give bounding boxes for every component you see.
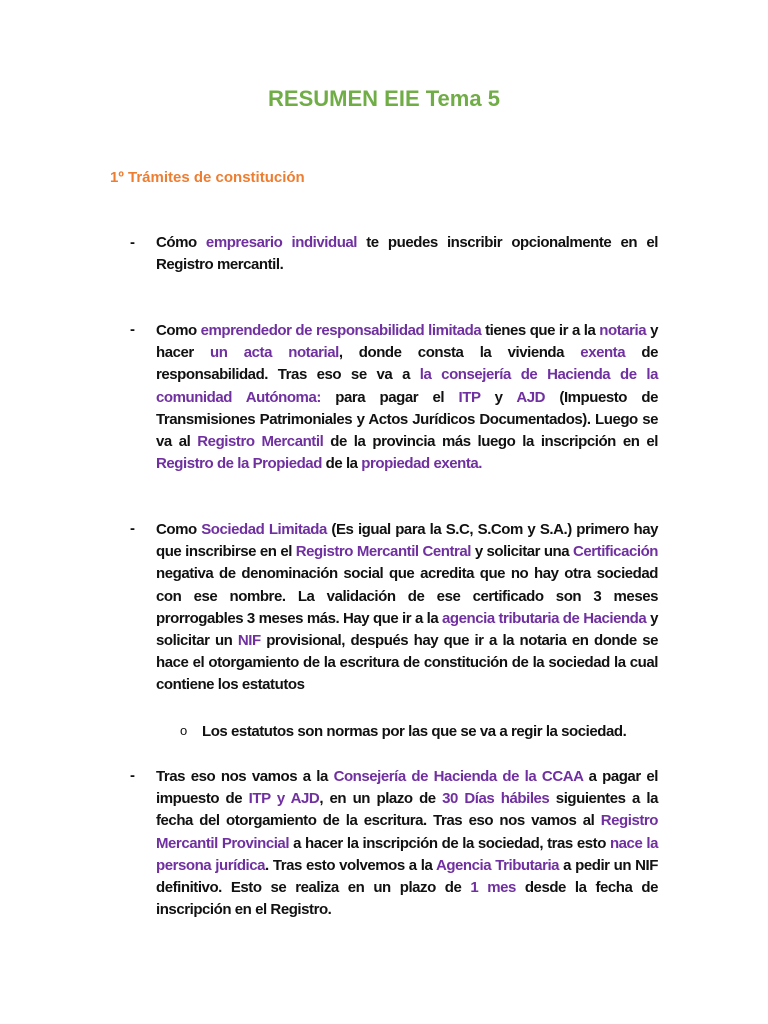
highlighted-term: Registro Mercantil: [197, 433, 324, 451]
text-segment: provisional, después hay que ir a la notaria en donde se hace el otorgamiento de la escritura de constitución de la sociedad la cual contiene los estatutos: [156, 632, 658, 694]
text-segment: (Es igual para la S.C, S.Com y S.A.) primero hay que inscribirse en el: [156, 521, 658, 561]
text-segment: y: [480, 388, 517, 406]
highlighted-term: exenta: [580, 344, 626, 362]
text-segment: y solicitar un: [156, 609, 658, 650]
bullet-paragraph-2: [156, 320, 658, 475]
bullet-dash: -: [130, 520, 135, 537]
bullet-paragraph-4: [156, 766, 658, 921]
highlighted-term: Registro Mercantil Provincial: [156, 812, 658, 852]
highlighted-term: 30 Días hábiles: [442, 790, 550, 808]
bullet-paragraph-1: [156, 232, 658, 276]
sub-bullet-marker: o: [180, 723, 188, 738]
sub-bullet-text: Los estatutos son normas por las que se va a regir la sociedad.: [202, 723, 627, 740]
text-segment: Tras eso nos vamos a la: [156, 768, 334, 785]
highlighted-term: Agencia Tributaria: [435, 856, 560, 874]
bullet-dash: -: [130, 767, 135, 784]
highlighted-term: propiedad exenta.: [361, 455, 482, 473]
highlighted-term: NIF: [237, 632, 261, 650]
highlighted-term: Consejería de Hacienda de la CCAA: [333, 768, 583, 785]
text-segment: tienes que ir a la: [481, 322, 600, 339]
text-segment: de la: [321, 455, 362, 473]
highlighted-term: ITP: [458, 388, 481, 406]
text-segment: para pagar el: [320, 388, 459, 406]
text-segment: de responsabilidad. Tras eso se va a: [156, 344, 658, 384]
text-segment: siguientes a la fecha del otorgamiento de la escritura. Tras eso nos vamos al: [156, 790, 658, 830]
bullet-dash: -: [130, 321, 135, 338]
text-segment: , en un plazo de: [319, 790, 443, 808]
text-segment: Como: [156, 521, 202, 538]
highlighted-term: ITP y AJD: [248, 790, 320, 808]
text-segment: a pedir un NIF definitivo. Esto se realiza en un plazo de: [156, 856, 658, 897]
highlighted-term: la consejería de Hacienda de la comunidad Autónoma:: [156, 366, 658, 406]
text-segment: a pagar el impuesto de: [156, 768, 658, 808]
highlighted-term: empresario individual: [205, 234, 358, 251]
text-segment: negativa de denominación social que acredita que no hay otra sociedad con ese nombre. La validación de ese certificado son 3 meses prorrogables 3 meses más. Hay que ir a la: [156, 565, 658, 627]
text-segment: . Tras esto volvemos a la: [265, 856, 436, 874]
highlighted-term: un acta notarial: [210, 344, 339, 362]
highlighted-term: 1 mes: [470, 879, 516, 897]
highlighted-term: agencia tributaria de Hacienda: [442, 609, 647, 627]
bullet-dash: -: [130, 234, 135, 251]
text-segment: de la provincia más luego la inscripción en el: [323, 433, 658, 451]
text-segment: (Impuesto de Transmisiones Patrimoniales y Actos Jurídicos Documentados). Luego se va al: [156, 388, 658, 451]
text-segment: y hacer: [156, 322, 658, 362]
highlighted-term: nace la persona jurídica: [156, 834, 658, 874]
bullet-paragraph-3: [156, 519, 658, 697]
text-segment: te puedes inscribir opcionalmente en el Registro mercantil.: [156, 234, 658, 274]
highlighted-term: Sociedad Limitada: [201, 521, 327, 538]
text-segment: , donde consta la vivienda: [338, 344, 581, 362]
document-title: RESUMEN EIE Tema 5: [268, 86, 500, 111]
section-heading: 1º Trámites de constitución: [110, 169, 305, 186]
text-segment: Como: [156, 322, 201, 339]
text-segment: desde la fecha de inscripción en el Registro.: [156, 879, 658, 919]
text-segment: a hacer la inscripción de la sociedad, tras esto: [289, 834, 610, 852]
highlighted-term: notaria: [599, 322, 647, 339]
highlighted-term: Registro Mercantil Central: [295, 543, 471, 561]
highlighted-term: Certificación: [573, 543, 659, 561]
highlighted-term: emprendedor de responsabilidad limitada: [200, 322, 482, 339]
text-segment: Cómo: [156, 234, 206, 251]
highlighted-term: AJD: [516, 388, 546, 406]
text-segment: y solicitar una: [471, 543, 573, 561]
highlighted-term: Registro de la Propiedad: [156, 455, 322, 473]
